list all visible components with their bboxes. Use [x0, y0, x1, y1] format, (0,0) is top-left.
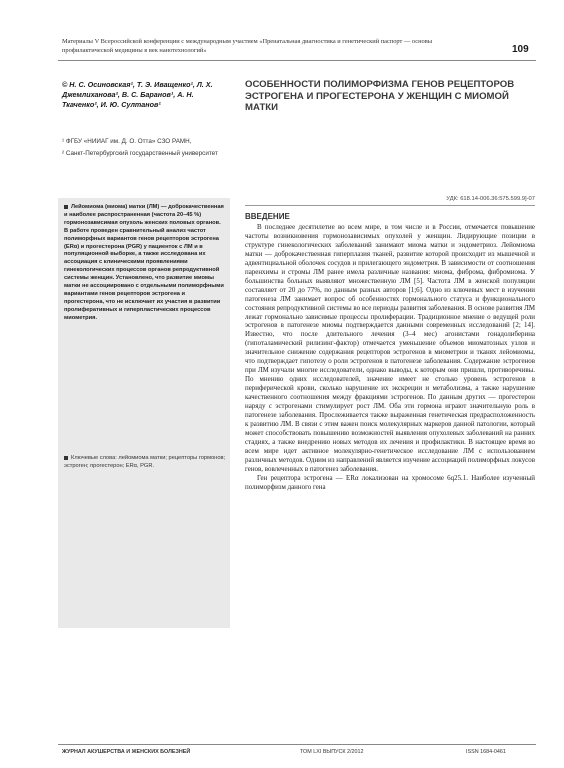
footer-journal: ЖУРНАЛ АКУШЕРСТВА И ЖЕНСКИХ БОЛЕЗНЕЙ [62, 749, 191, 755]
section-heading: ВВЕДЕНИЕ [245, 212, 290, 221]
bullet-icon [64, 205, 68, 209]
abstract [64, 204, 226, 323]
page-number: 109 [512, 44, 529, 55]
footer-divider [58, 744, 536, 745]
body-paragraph: Ген рецептора эстрогена — ERα локализован на хромосоме 6q25.1. Наиболее изученный полиморфизм данного гена [245, 473, 535, 491]
keywords-text: Ключевые слова: лейомиома матки; рецепторы гормонов; эстроген; прогестерон; ERα, PGR. [64, 455, 226, 469]
affiliation-1: ¹ ФГБУ «НИИАГ им. Д. О. Отта» СЗО РАМН, [62, 138, 192, 145]
title-divider [245, 205, 535, 206]
footer-issue: ТОМ LXI ВЫПУСК 2/2012 [300, 749, 364, 755]
udc-code: УДК: 618.14-006.36:575.599.9]-07 [446, 196, 535, 202]
keywords [64, 455, 226, 471]
article-title: ОСОБЕННОСТИ ПОЛИМОРФИЗМА ГЕНОВ РЕЦЕПТОРОВ ЭСТРОГЕНА И ПРОГЕСТЕРОНА У ЖЕНЩИН С МИОМОЙ МАТКИ [245, 79, 515, 114]
abstract-text: Лейомиома (миома) матки (ЛМ) — доброкачественная и наиболее распространенная (частота 20–45 %) гормонозависимая опухоль женских половых органов. В работе проведен сравнительный анализ частот полиморфных вариантов генов рецепторов эстрогена (ERα) и прогестерона (PGR) у пациенток с ЛМ и в популяционной выборке, а также исследована их ассоциация с клиническими проявлениями гинекологических процессов органов репродуктивной системы женщин. Установлено, что развитие миомы матки не ассоциировано с отдельными полиморфными вариантами генов рецепторов эстрогена и прогестерона, что не исключает их участия в развитии пролиферативных и гиперпластических процессов миометрия. [64, 204, 224, 321]
running-header-note: Материалы V Всероссийской конференции с международным участием «Пренатальная диагностика и генетический паспорт — основы профилактической медицины в век нанотехнологий» [62, 38, 433, 54]
bullet-icon [64, 456, 68, 460]
article-body [245, 223, 535, 492]
body-paragraph: В последнее десятилетие во всем мире, в том числе и в России, отмечается повышение частоты возникновения гормонозависимых опухолей у женщин. Лидирующие позиции в структуре гинекологических заболеваний занимают миома матки и эндометриоз. Лейомиома матки — доброкачественная гиперплазия тканей, развитие которой происходит из мышечной и адвентициальной оболочек сосудов и прилегающего эндометрия. В зависимости от соотношения паренхимы и стромы ЛМ ранее имела различные названия: миома, фиброма, фибромиома. У большинства больных выявляют множественную ЛМ [5]. Частота ЛМ в женской популяции составляет от 20 до 77%, по данным разных авторов [1;6]. Одно из ключевых мест в изучении патогенеза ЛМ занимает вопрос об особенностях гормонального статуса и функционального состояния репродуктивной системы во все периоды развития заболевания. В основе развития ЛМ лежат гормонально зависимые процессы пролиферации. Традиционное мнение о ведущей роли эстрогенов в патогенезе миомы подтверждается данными современных исследований [2; 14]. Известно, что после длительного лечения (3–4 мес) агонистами гонадолиберина (гипоталамический рилизинг-фактор) отмечается уменьшение объемов миоматозных узлов и значительное снижение содержания рецепторов эстрогенов в миометрии и тканях лейомиомы, что подтверждает гипотезу о роли эстрогенов в патогенезе заболевания. Содержание эстрогенов при ЛМ изучали многие исследователи, однако выводы, к которым они пришли, противоречивы. По мнению одних исследователей, значение имеет не столько уровень эстрогенов в периферической крови, сколько нарушение их экскреции и метаболизма, а также нарушение качественного соотношения между фракциями эстрогенов. По данным других — прогестерон наряду с эстрогенами стимулирует рост ЛМ. Оба эти гормона играют значительную роль в патогенезе заболевания. Прослеживается также выраженная генетическая предрасположенность к развитию ЛМ. В связи с этим важен поиск молекулярных маркеров данной патологии, который может способствовать повышению возможностей выявления опухолевых заболеваний на ранних стадиях, а также внедрению новых методов их лечения и профилактики. В настоящее время во всем мире идет активное молекулярно-генетическое исследование ЛМ с использованием различных методов. Одним из направлений является изучение ассоциаций полиморфных локусов генов, вовлеченных в патогенез заболевания. [245, 223, 535, 473]
header-divider [58, 60, 536, 61]
author-list: © Н. С. Осиновская¹, Т. Э. Иващенко¹, Л. Х. Джемлиханова², В. С. Баранов¹, А. Н. Ткаченко², И. Ю. Султанов¹ [62, 80, 213, 109]
affiliations [62, 137, 230, 162]
footer-issn: ISSN 1684-0461 [466, 749, 506, 755]
affiliation-2: ² Санкт-Петербургский государственный университет [62, 150, 218, 158]
